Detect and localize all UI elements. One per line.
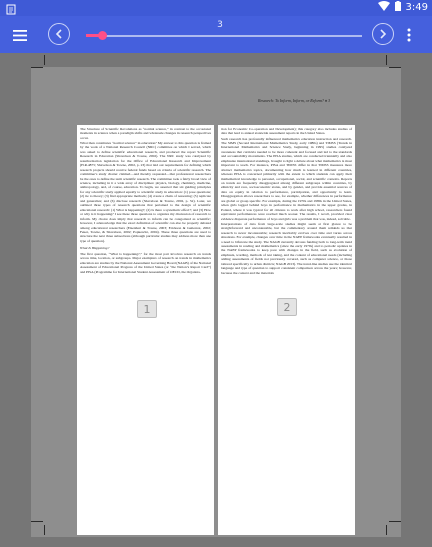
paragraph: Such research has profoundly influenced mathematics education instruction and research. The SIMS (Second International Mathematics Study, early 1980s) and TIMSS (Trends in International Mathematics and Science Study, beginning in 1995) studies catalyzed awareness that curricula needed to be more coherent and focused and led to the standards and accountability movements. The PISA studies, which are conducted triennially and also emphasize international standings, brought to light a debate about what mathematics is most important to teach. For instance, PISA and TIMSS differ in that TIMSS measures more abstract mathematics topics, documenting how much is learned in different countries, whereas PISA is concerned primarily with the extent to which students can apply their mathematical knowledge to personal, occupational, social, and scientific contexts. Reports on trends are frequently disaggregated among different subgroups within countries, by ethnicity and race, socioeconomic status, and by gender, and provide essential sources of data on equity in relation to performance, participation, and opportunity to learn. Disaggregation allows researchers to see, for example, whether differences in performance are global or group specific. For example, during the 1970s and 1980s in the United States, when girls lagged behind boys in performance in mathematics in the upper grades, in Poland, where it was typical for all citizens to work after high school, researchers found equivalent performances were reached much sooner. The results, I recall, provided clear evidence disparate performance of boys and girls was a problem that was, indeed, solvable. [221,136,352,221]
previous-page-button[interactable] [48,23,70,45]
crop-mark [31,67,43,68]
reader-toolbar [0,16,432,53]
chevron-right-icon [379,29,387,39]
page-slider-thumb[interactable] [98,31,107,40]
page-number: 3 [217,20,223,30]
chevron-left-icon [55,29,63,39]
crop-mark [389,67,401,68]
paragraph: The Structure of Scientific Revolutions as “normal science,” in contrast to the occasional moments in science when a paradigm shifts and wholesale changes in research perspectives occur. [80,127,211,140]
section-heading: What Is Happening? [80,246,110,251]
overflow-menu-button[interactable] [400,24,418,46]
battery-icon [395,1,401,14]
next-page-button[interactable] [372,23,394,45]
crop-mark [44,525,45,535]
crop-mark [44,55,45,65]
crop-mark [389,521,401,522]
running-head: Research: To Inform, Inform, or Reform? ♦ 3 [258,98,331,103]
menu-button[interactable] [8,24,32,46]
status-time: 3:49 [405,2,428,13]
paragraph: What then constitutes “normal science” in education? My answer to this question is framed by the work of a National Research Council (NRC) committee on which I served, which was asked to define scientific educational research, and produced the report Scientific Research in Education (Shavelson & Towne, 2002). The NRC study was catalyzed by reauthorization legislation for the Office of Educational Research and Improvement (H.R.4875; Shavelson & Towne, 2002, p. 23) that laid out requirements for defining which research projects should receive federal funds based on criteria of scientific research. The committee’s study charter claimed—and thereby requested—that professional researchers be the ones to define the term scientific research. The committee took a fairly broad view of science, including in it a wide array of disciplines: physics, biology, chemistry, medicine, anthropology, and, of course, education. To begin, we asserted that six guiding principles for any scientific study applied equally to scientific study in education: (1) pose questions; (2) tie to theory; (3) find appropriate methods; (4) create a chain of reasoning; (5) replicate and generalize; and (6) disclose research (Shavelson & Towne, 2002, p. 52). Later, we outlined three types of research questions that pertained to the design of scientific educational research: (1) What is happening?; (2) Is there a systematic effect?; and (3) How or why is it happening? I see these three questions to organize my discussion of research to inform. My choice does imply that research to inform can be categorized as scientific; however, I acknowledge that the exact definition of scientific can also be properly debated among educational researchers (Eisenhart & Towne, 2003; Erickson & Gutierrez, 2002; Feuer, Towne, & Shavelson, 2002; Popkewitz, 2004). These three questions are used to structure the next three subsections (although particular studies may address more than one type of question). [80,140,211,243]
page-slider-track[interactable] [86,35,362,37]
paragraph: Interpretations of data from large-scale studies might seem at first glance to be straightforward and uncontestable, but the commentary around them reminds us that research is never incontestable; research inevitably evolves over time and varies across situations. For example, changes over time in the NAEP frameworks eventually resulted in a need to bifurcate the study. The NAGB currently devotes funding both to long-term trend assessments in reading and mathematics (since the early 1970s) and to periodic updates in the NAEP frameworks to keep pace with changes in the field, such as evolution of emphasis, wording, methods of test taking, and the content of educational needs (including adding assessments of fields not previously covered, such as computer science, or those tailored specifically to urban districts; NAGB 2013). The trend-line studies use the identical language and type of question to support consistent comparison across the years; however, because the context and the materials [221,221,352,275]
wifi-icon [378,1,390,14]
paragraph: tion for Economic Co-operation and Development); this category also includes studies of data that lead to annual statewide assessment reports in the United States. [221,127,352,136]
right-page [218,125,355,535]
paragraph: The first question, “What is happening?,” for the most part involves research on trends across time, location, or subgroups. Major exemplars of research on trends in mathematics education are studies by the National Assessment Governing Board (NAGB) of the National Assessment of Educational Progress of the United States (or “the Nation’s Report Card”) and PISA (Programme for International Student Assessment of OECD, the Organiza- [80,251,212,274]
status-bar [0,0,432,16]
document-viewer[interactable] [0,53,432,547]
left-page [77,125,214,535]
page-badge-right: 2 [277,298,297,316]
crop-mark [386,55,387,65]
crop-mark [386,525,387,535]
crop-mark [31,521,43,522]
page-badge-left: 1 [137,300,157,318]
menu-icon [13,30,27,41]
left-page-text [80,127,211,274]
right-page-text [221,127,352,275]
more-vertical-icon [407,28,411,42]
